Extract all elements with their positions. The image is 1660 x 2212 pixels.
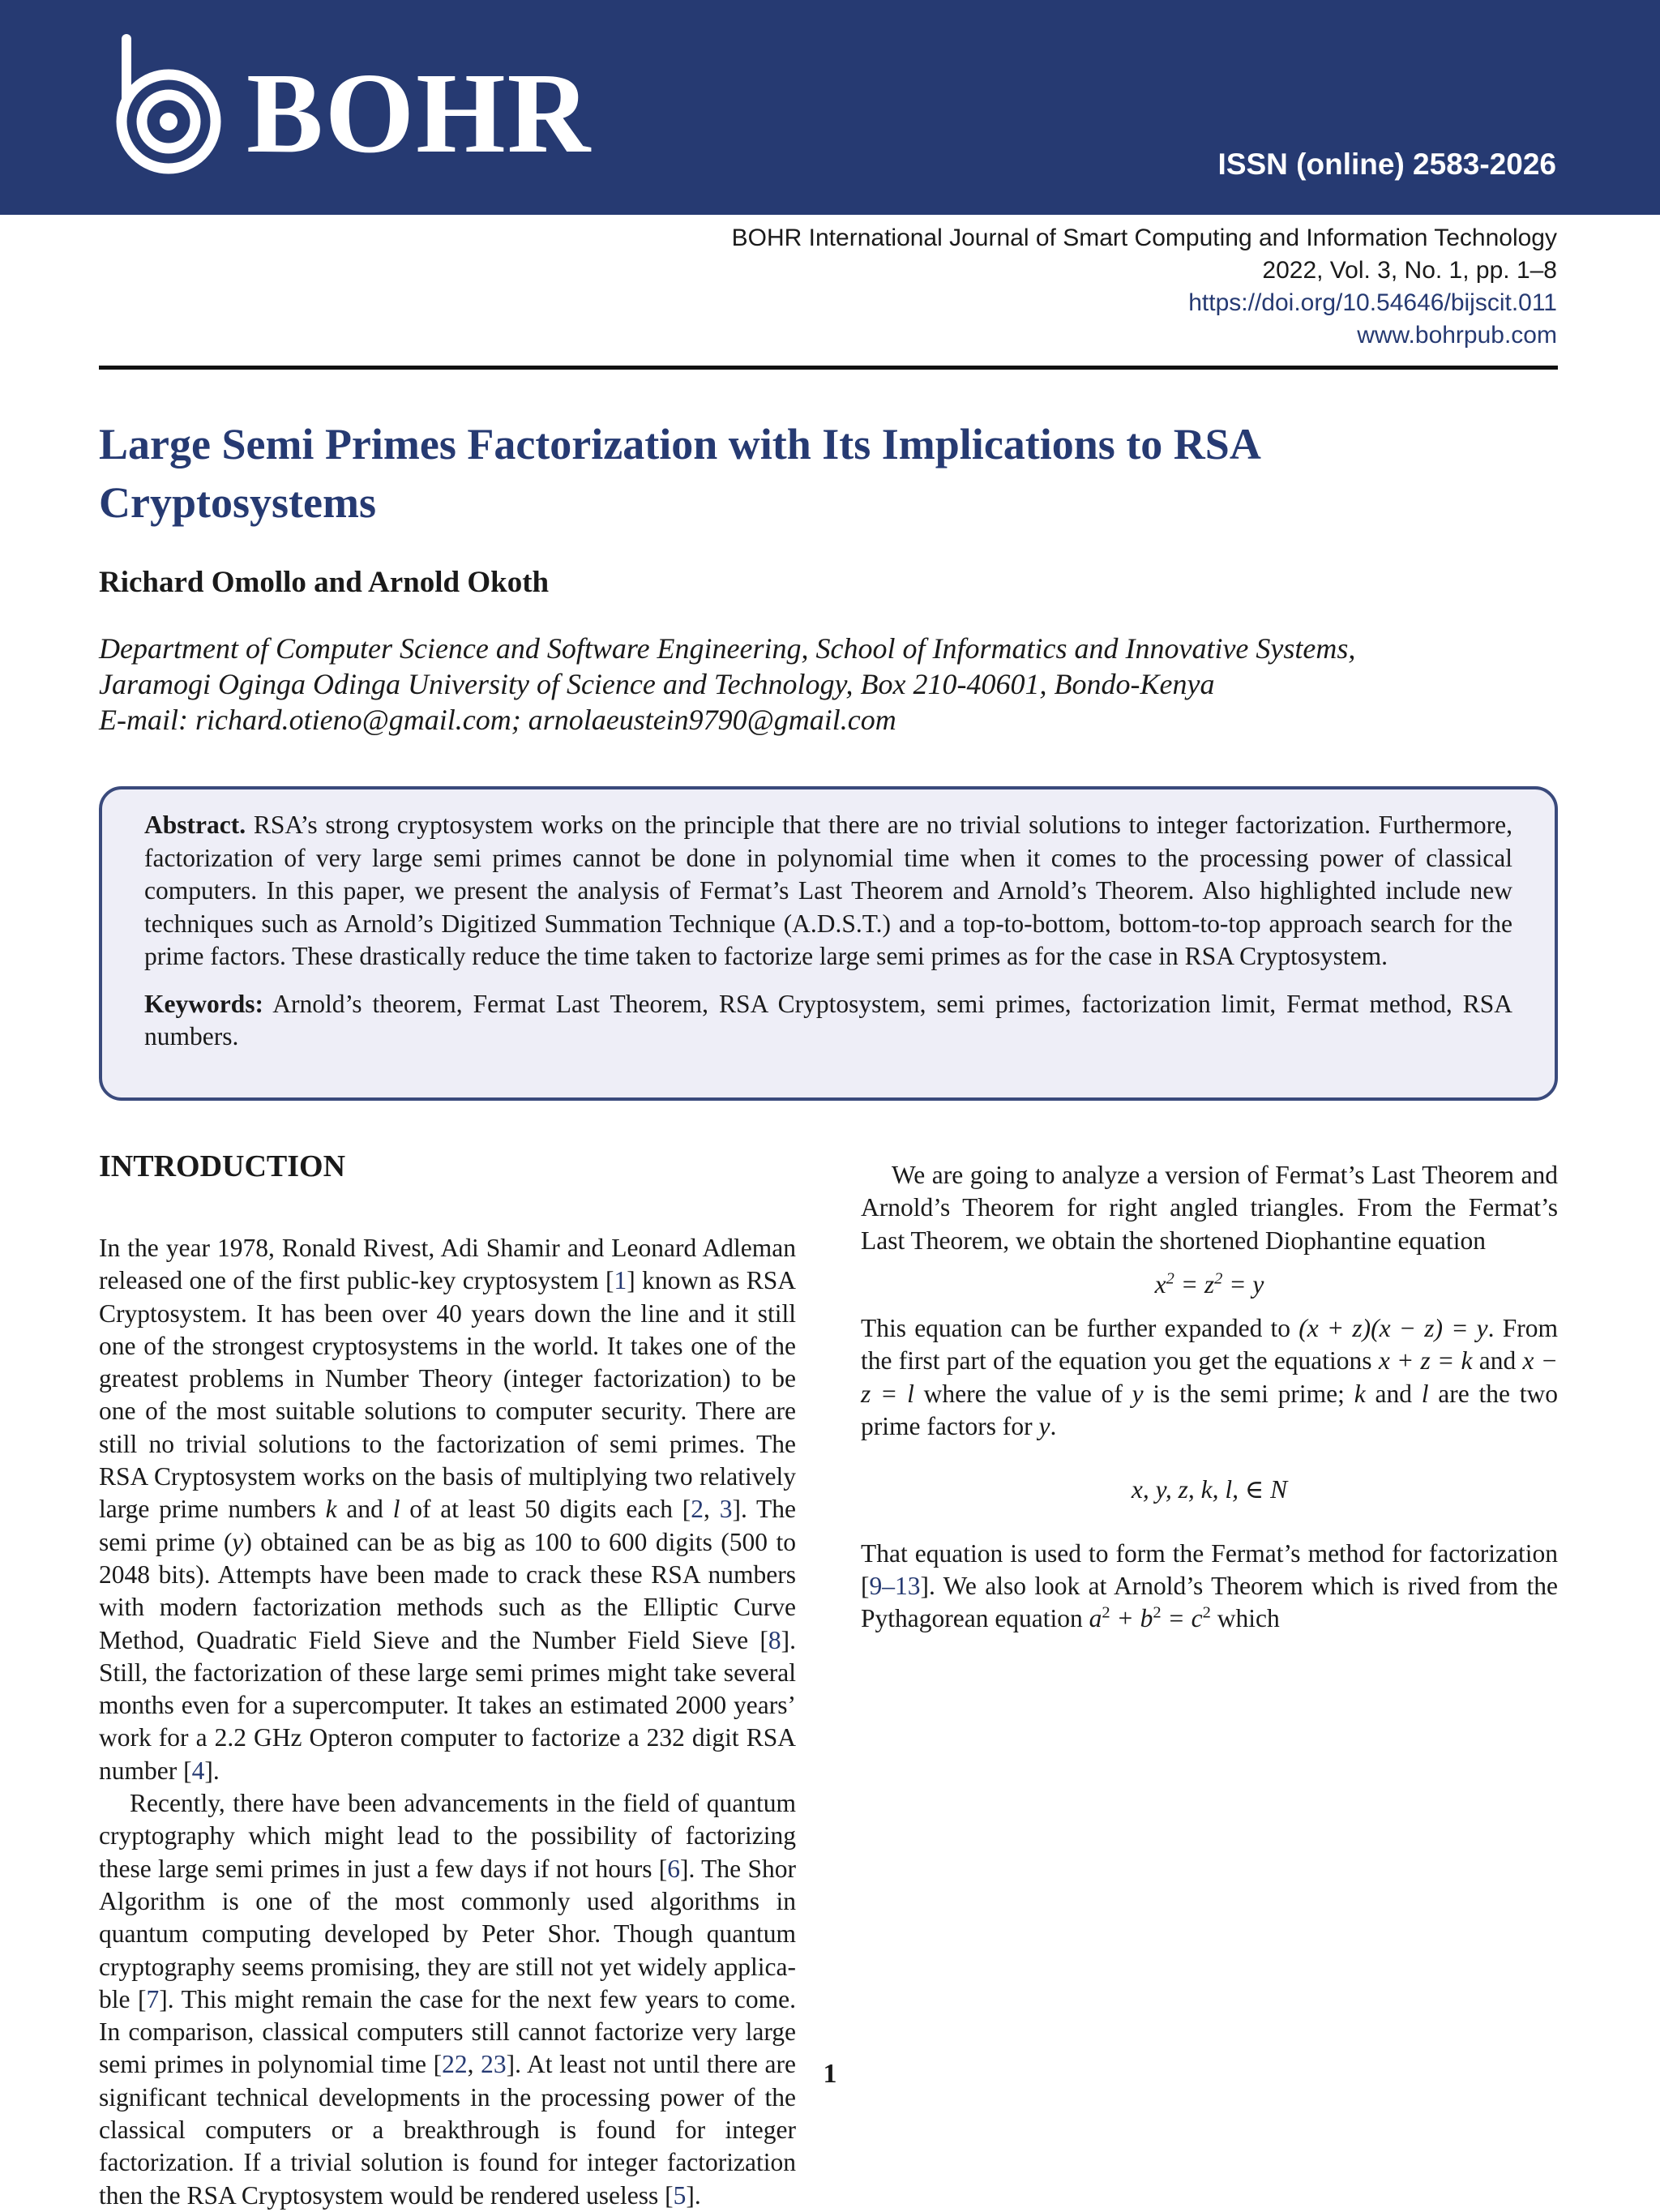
- var-y: y: [232, 1527, 244, 1556]
- var-y: y: [1038, 1412, 1050, 1441]
- logo-wordmark: BOHR: [246, 49, 593, 177]
- text: ]. This might remain the case for the next few years to come. In comparison, classical computers still cannot factorize very large semi primes in polynomial time [: [99, 1984, 796, 2079]
- article-authors: Richard Omollo and Arnold Okoth: [99, 566, 550, 599]
- inline-math: (x + z)(x − z) = y: [1298, 1314, 1488, 1343]
- intro-paragraph-1: [99, 1232, 796, 1787]
- text: ,: [704, 1495, 720, 1524]
- text: which: [1210, 1604, 1280, 1633]
- var-y: y: [1132, 1379, 1144, 1408]
- eq-exponent: 2: [1102, 1603, 1110, 1622]
- journal-name: BOHR International Journal of Smart Computing and Information Technology: [731, 225, 1557, 251]
- eq-part: = z: [1174, 1269, 1215, 1299]
- citation-link[interactable]: 23: [481, 2050, 507, 2079]
- citation-link[interactable]: 7: [146, 1984, 160, 2013]
- doi-link[interactable]: https://doi.org/10.54646/bijscit.011: [1188, 289, 1557, 316]
- intro-paragraph-5: [861, 1538, 1558, 1636]
- left-column: [99, 1147, 796, 2212]
- text: ].: [686, 2180, 701, 2210]
- inline-math: x − z = l: [861, 1346, 1559, 1408]
- right-column: [861, 1159, 1558, 1636]
- var-k: k: [1354, 1379, 1366, 1408]
- title-line-1: Large Semi Primes Factorization with Its Implications to RSA: [99, 420, 1261, 468]
- bohr-logo[interactable]: [96, 31, 592, 177]
- header-banner: [0, 0, 1660, 215]
- volume-info: 2022, Vol. 3, No. 1, pp. 1–8: [1262, 257, 1557, 284]
- text: of at least 50 digits each [: [400, 1495, 691, 1524]
- article-title: [99, 415, 1558, 532]
- citation-link[interactable]: 3: [719, 1495, 733, 1524]
- var-l: l: [1421, 1379, 1429, 1408]
- eq-part: = y: [1222, 1269, 1264, 1299]
- text: This equation can be further expanded to: [861, 1314, 1299, 1343]
- text: are the two prime factors for: [861, 1379, 1559, 1441]
- title-line-2: Cryptosystems: [99, 478, 376, 527]
- affiliation: [99, 631, 1574, 738]
- var-l: l: [392, 1495, 400, 1524]
- keywords-text: Arnold’s theorem, Fermat Last Theorem, RSA Cryptosystem, semi primes, factorization limit, Fermat method, RSA numbers.: [144, 989, 1512, 1050]
- text: ] known as RSA Cryptosystem. It has been over 40 years down the line and it still one of the strongest cryptosystems in the world. It takes one of the greatest problems in Number Theory (integer factorization) to be one of the most suitable solutions to computer security. There are still no trivial solutions to the factorization of semi primes. The RSA Cryptosystem works on the basis of multiplying two relatively large prime numbers: [99, 1266, 796, 1524]
- issn-label: ISSN (online) 2583-2026: [1217, 148, 1556, 181]
- eq-part: x: [1154, 1269, 1166, 1299]
- eq-exponent: 2: [1214, 1269, 1223, 1288]
- text: Recently, there have been advancements in the field of quantum cryptography which might lead to the possibility of factorizing these large semi primes in just a few days if not hours [: [99, 1789, 796, 1883]
- text: . From the first part of the equation you get the equations: [861, 1314, 1558, 1376]
- inline-math: = c: [1161, 1604, 1203, 1633]
- eq-exponent: 2: [1202, 1603, 1211, 1622]
- journal-info: [732, 222, 1557, 352]
- eq-exponent: 2: [1166, 1269, 1174, 1288]
- text: .: [1050, 1412, 1057, 1441]
- bohr-logo-icon: [96, 31, 242, 177]
- eq-exponent: 2: [1153, 1603, 1162, 1622]
- text: That equation is used to form the Fermat’s method for factorization [: [861, 1538, 1558, 1600]
- citation-link[interactable]: 1: [614, 1266, 627, 1295]
- text: ]. Still, the factorization of these large semi primes might take several months even for a supercomputer. It takes an estimated 2000 years’ work for a 2.2 GHz Opteron computer to factorize a 232 digit RSA number [: [99, 1625, 796, 1785]
- citation-link[interactable]: 22: [442, 2050, 468, 2079]
- inline-math: x + z = k: [1378, 1346, 1473, 1376]
- citation-link[interactable]: 8: [768, 1625, 781, 1654]
- header-divider: [99, 366, 1558, 370]
- text: ]. The Shor Algorithm is one of the most commonly used algorithms in quantum computing developed by Peter Shor. Though quantum cryptography seems promising, they are still not yet widely applicable [: [99, 1854, 796, 2013]
- intro-paragraph-3: We are going to analyze a version of Fermat’s Last Theorem and Arnold’s Theorem for right angled triangles. From the Fermat’s Last Theorem, we obtain the shortened Diophantine equation: [861, 1161, 1558, 1255]
- keywords-label: Keywords:: [144, 989, 263, 1018]
- citation-link[interactable]: 9–13: [869, 1571, 921, 1600]
- citation-link[interactable]: 2: [691, 1495, 704, 1524]
- affiliation-line-1: Department of Computer Science and Software Engineering, School of Informatics and Innovative Systems,: [99, 632, 1356, 665]
- abstract-box: [99, 786, 1558, 1101]
- equation-fermat: [861, 1269, 1558, 1301]
- inline-math: + b: [1110, 1604, 1153, 1633]
- equation-set-membership: x, y, z, k, l, ∈ N: [1131, 1475, 1288, 1504]
- page-number: 1: [823, 2059, 837, 2089]
- abstract-text: RSA’s strong cryptosystem works on the principle that there are no trivial solutions to integer factorization. Furthermore, factorization of very large semi primes cannot be done in polynomial time when it comes to the processing power of classical computers. In this paper, we present the analysis of Fermat’s Last Theorem and Arnold’s Theorem. Also highlighted include new techniques such as Arnold’s Digitized Summation Technique (A.D.S.T.) and a top-to-bottom, bottom-to-top approach search for the prime factors. These drastically reduce the time taken to factorize large semi primes as for the case in RSA Cryptosystem.: [144, 811, 1513, 970]
- affiliation-email: E-mail: richard.otieno@gmail.com; arnolaeustein9790@gmail.com: [99, 704, 896, 736]
- citation-link[interactable]: 4: [191, 1756, 205, 1785]
- text: ]. At least not until there are significant technical developments in the processing power of the classical computers or a breakthrough is found for integer factorization. If a trivial solution is found for integer factorization then the RSA Cryptosystem would be rendered useless [: [99, 2050, 796, 2210]
- text: ,: [467, 2050, 481, 2079]
- text: and: [336, 1495, 393, 1524]
- website-link[interactable]: www.bohrpub.com: [1357, 322, 1557, 349]
- affiliation-line-2: Jaramogi Oginga Odinga University of Science and Technology, Box 210-40601, Bondo-Kenya: [99, 668, 1215, 700]
- text: ].: [204, 1756, 220, 1785]
- text: is the semi prime;: [1143, 1379, 1354, 1408]
- citation-link[interactable]: 5: [673, 2180, 687, 2210]
- text: In the year 1978, Ronald Rivest, Adi Shamir and Leonard Adleman released one of the first public-key cryptosystem [: [99, 1234, 796, 1295]
- text: where the value of: [913, 1379, 1132, 1408]
- section-heading-introduction: INTRODUCTION: [99, 1149, 346, 1183]
- intro-paragraph-2: [99, 1787, 796, 2212]
- keywords-paragraph: [144, 988, 1512, 1054]
- text: and: [1472, 1346, 1523, 1376]
- abstract-label: Abstract.: [144, 811, 246, 839]
- var-k: k: [325, 1495, 337, 1524]
- text: and: [1365, 1379, 1422, 1408]
- text: ) obtained can be as big as 100 to 600 digits (500 to 2048 bits). Attempts have been made to crack these RSA numbers with modern factorization methods such as the Elliptic Curve Method, Quadratic Field Sieve and the Number Field Sieve [: [99, 1527, 796, 1654]
- intro-paragraph-4: [861, 1312, 1558, 1443]
- text: ]. The semi prime (: [99, 1495, 796, 1556]
- inline-math: a: [1089, 1604, 1102, 1633]
- abstract-paragraph: [144, 809, 1512, 973]
- citation-link[interactable]: 6: [667, 1854, 681, 1883]
- text: ]. We also look at Arnold’s Theorem which is rived from the Pythagorean equation: [861, 1571, 1558, 1633]
